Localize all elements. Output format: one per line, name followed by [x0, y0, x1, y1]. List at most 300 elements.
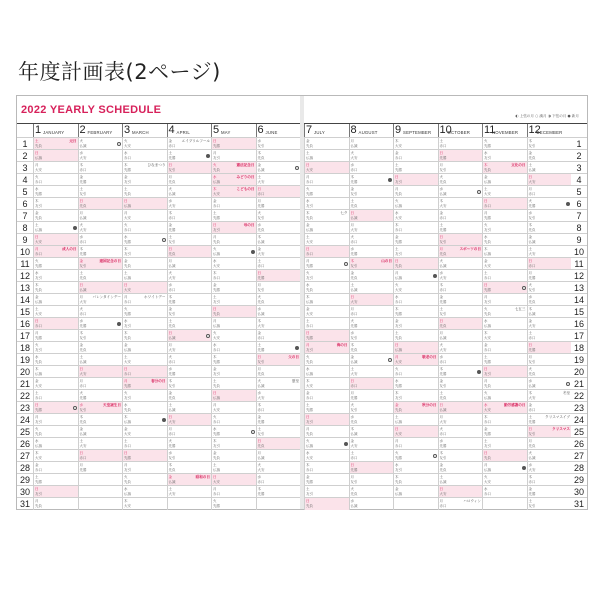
weekday-label: 木	[124, 415, 128, 419]
day-cell[interactable]	[33, 498, 78, 510]
rokuyo-label: 友引	[395, 252, 402, 256]
weekday-label: 日	[306, 499, 310, 503]
full-moon-icon	[344, 262, 348, 266]
day-number: 20	[19, 367, 30, 377]
weekday-label: 土	[350, 451, 354, 455]
weekday-label: 日	[395, 427, 399, 431]
day-number: 27	[19, 451, 30, 461]
day-row	[304, 221, 587, 233]
weekday-label: 金	[395, 319, 399, 323]
weekday-label: 火	[306, 271, 310, 275]
event-label: エイプリルフール	[181, 139, 210, 143]
weekday-label: 木	[35, 283, 39, 287]
rokuyo-label: 友引	[168, 168, 176, 172]
month-number: 11	[484, 124, 496, 136]
weekday-label: 火	[79, 307, 83, 311]
weekday-label: 金	[35, 211, 39, 215]
rokuyo-label: 友引	[306, 348, 313, 352]
weekday-label: 水	[350, 415, 354, 419]
rokuyo-label: 友引	[35, 276, 42, 280]
weekday-label: 水	[306, 199, 310, 203]
day-number: 6	[576, 199, 582, 209]
weekday-label: 土	[168, 151, 172, 155]
rokuyo-label: 大安	[528, 180, 536, 184]
rokuyo-label: 仏滅	[395, 204, 402, 208]
rokuyo-label: 赤口	[484, 492, 491, 496]
weekday-label: 月	[439, 331, 443, 335]
rokuyo-label: 赤口	[350, 456, 358, 460]
weekday-label: 水	[484, 487, 488, 491]
rokuyo-label: 仏滅	[306, 300, 313, 304]
day-number: 19	[19, 355, 30, 365]
rokuyo-label: 大安	[350, 444, 358, 448]
weekday-label: 土	[528, 499, 532, 503]
day-row	[17, 341, 300, 353]
event-label: ホワイトデー	[144, 295, 166, 299]
rokuyo-label: 友引	[484, 228, 491, 232]
day-row	[304, 329, 587, 341]
weekday-label: 土	[124, 355, 128, 359]
day-row	[304, 461, 587, 473]
day-number: 16	[19, 319, 30, 329]
rokuyo-label: 赤口	[124, 372, 131, 376]
weekday-label: 月	[306, 427, 310, 431]
rokuyo-label: 赤口	[257, 336, 265, 340]
rokuyo-label: 先負	[124, 192, 131, 196]
rokuyo-label: 赤口	[124, 228, 131, 232]
day-number: 14	[19, 295, 30, 305]
day-number: 24	[19, 415, 30, 425]
rokuyo-label: 大安	[79, 228, 87, 232]
rokuyo-label: 先負	[168, 252, 176, 256]
weekday-label: 月	[439, 163, 443, 167]
day-row	[304, 245, 587, 257]
rokuyo-label: 先負	[528, 372, 536, 376]
rokuyo-label: 大安	[484, 192, 491, 196]
weekday-label: 土	[168, 403, 172, 407]
day-row	[304, 305, 587, 317]
rokuyo-label: 先負	[213, 312, 220, 316]
rokuyo-label: 仏滅	[79, 360, 87, 364]
weekday-label: 火	[35, 343, 39, 347]
event-label: クリスマスイブ	[545, 415, 570, 419]
event-label: 勤労感謝の日	[503, 403, 526, 407]
weekday-label: 火	[350, 403, 354, 407]
weekday-label: 月	[484, 295, 488, 299]
weekday-label: 水	[257, 475, 261, 479]
weekday-label: 水	[168, 451, 172, 455]
rokuyo-label: 先勝	[79, 396, 87, 400]
rokuyo-label: 仏滅	[306, 444, 313, 448]
weekday-label: 土	[306, 151, 310, 155]
rokuyo-label: 大安	[213, 336, 220, 340]
weekday-label: 水	[124, 487, 128, 491]
weekday-label: 日	[395, 343, 399, 347]
day-number: 3	[22, 163, 28, 173]
weekday-label: 木	[528, 223, 532, 227]
rokuyo-label: 大安	[257, 180, 265, 184]
weekday-label: 火	[124, 475, 128, 479]
weekday-label: 土	[350, 199, 354, 203]
rokuyo-label: 先負	[439, 468, 447, 472]
rokuyo-label: 先勝	[213, 504, 220, 508]
weekday-label: 火	[528, 367, 532, 371]
rokuyo-label: 赤口	[306, 468, 313, 472]
rokuyo-label: 大安	[484, 408, 491, 412]
weekday-label: 水	[35, 271, 39, 275]
weekday-label: 火	[395, 367, 399, 371]
day-row	[17, 413, 300, 425]
weekday-label: 水	[306, 283, 310, 287]
rokuyo-label: 大安	[124, 144, 131, 148]
rokuyo-label: 先勝	[395, 240, 402, 244]
new-moon-icon	[388, 178, 392, 182]
rokuyo-label: 赤口	[257, 408, 265, 412]
weekday-label: 土	[484, 187, 488, 191]
rokuyo-label: 先勝	[168, 444, 176, 448]
rokuyo-label: 仏滅	[484, 324, 491, 328]
weekday-label: 土	[79, 439, 83, 443]
weekday-label: 木	[35, 451, 39, 455]
day-row	[17, 389, 300, 401]
rokuyo-label: 赤口	[484, 348, 491, 352]
day-number: 29	[573, 475, 584, 485]
weekday-label: 水	[395, 463, 399, 467]
rokuyo-label: 先負	[306, 360, 313, 364]
rokuyo-label: 仏滅	[528, 168, 536, 172]
rokuyo-label: 仏滅	[35, 156, 42, 160]
day-row	[17, 137, 300, 149]
weekday-label: 水	[395, 295, 399, 299]
rokuyo-label: 友引	[350, 336, 358, 340]
weekday-label: 月	[35, 499, 39, 503]
weekday-label: 火	[168, 271, 172, 275]
rokuyo-label: 赤口	[79, 456, 87, 460]
weekday-label: 火	[306, 187, 310, 191]
rokuyo-label: 仏滅	[168, 264, 176, 268]
weekday-label: 月	[350, 475, 354, 479]
rokuyo-label: 友引	[124, 396, 131, 400]
rokuyo-label: 友引	[306, 276, 313, 280]
weekday-label: 金	[79, 175, 83, 179]
rokuyo-label: 赤口	[484, 276, 491, 280]
weekday-label: 土	[257, 175, 261, 179]
rokuyo-label: 仏滅	[35, 228, 42, 232]
month-number: 6	[257, 124, 264, 136]
rokuyo-label: 大安	[484, 264, 491, 268]
weekday-label: 土	[35, 391, 39, 395]
month-header-october	[438, 124, 483, 137]
weekday-label: 火	[124, 307, 128, 311]
weekday-label: 金	[306, 307, 310, 311]
rokuyo-label: 先負	[306, 432, 313, 436]
weekday-label: 水	[439, 271, 443, 275]
rokuyo-label: 先負	[528, 444, 536, 448]
weekday-label: 火	[306, 355, 310, 359]
rokuyo-label: 仏滅	[439, 408, 447, 412]
weekday-label: 木	[395, 223, 399, 227]
rokuyo-label: 大安	[439, 348, 447, 352]
weekday-label: 水	[439, 187, 443, 191]
weekday-label: 金	[257, 331, 261, 335]
rokuyo-label: 友引	[124, 180, 131, 184]
rokuyo-label: 先負	[124, 264, 131, 268]
rokuyo-label: 先勝	[306, 192, 313, 196]
day-cell[interactable]	[527, 498, 572, 510]
rokuyo-label: 仏滅	[306, 228, 313, 232]
weekday-label: 月	[168, 427, 172, 431]
rokuyo-label: 先負	[79, 420, 87, 424]
rokuyo-label: 先負	[257, 228, 265, 232]
month-number: 2	[79, 124, 86, 136]
rokuyo-label: 大安	[35, 384, 42, 388]
day-number: 26	[573, 439, 584, 449]
weekday-label: 月	[528, 187, 532, 191]
rokuyo-label: 先負	[35, 432, 42, 436]
rokuyo-label: 仏滅	[257, 168, 265, 172]
month-header-june	[256, 124, 301, 137]
day-number: 12	[573, 271, 584, 281]
day-row	[304, 365, 587, 377]
weekday-label: 金	[528, 235, 532, 239]
rokuyo-label: 赤口	[528, 408, 536, 412]
weekday-label: 水	[124, 319, 128, 323]
rokuyo-label: 赤口	[257, 480, 265, 484]
rokuyo-label: 大安	[124, 360, 131, 364]
weekday-label: 日	[213, 307, 217, 311]
weekday-label: 木	[528, 475, 532, 479]
rokuyo-label: 赤口	[439, 144, 447, 148]
day-number: 14	[573, 295, 584, 305]
weekday-label: 金	[306, 223, 310, 227]
rokuyo-label: 大安	[213, 192, 220, 196]
rokuyo-label: 先負	[35, 144, 42, 148]
full-moon-icon	[162, 238, 166, 242]
rokuyo-label: 仏滅	[484, 468, 491, 472]
weekday-label: 水	[350, 247, 354, 251]
day-cell[interactable]	[349, 498, 394, 510]
weekday-label: 日	[350, 463, 354, 467]
day-row	[304, 401, 587, 413]
weekday-label: 月	[124, 211, 128, 215]
weekday-label: 土	[213, 463, 217, 467]
rokuyo-label: 赤口	[439, 360, 447, 364]
rokuyo-label: 大安	[79, 444, 87, 448]
weekday-label: 金	[484, 427, 488, 431]
day-number: 15	[19, 307, 30, 317]
weekday-label: 火	[213, 163, 217, 167]
weekday-label: 水	[350, 499, 354, 503]
day-number: 29	[19, 475, 30, 485]
event-label: みどりの日	[236, 175, 255, 179]
schedule-heading: 2022 YEARLY SCHEDULE	[21, 104, 162, 116]
weekday-label: 水	[79, 151, 83, 155]
weekday-label: 水	[439, 439, 443, 443]
weekday-label: 土	[168, 319, 172, 323]
weekday-label: 水	[168, 367, 172, 371]
event-label: 夏至	[291, 379, 299, 383]
weekday-label: 日	[306, 331, 310, 335]
rokuyo-label: 大安	[439, 204, 447, 208]
event-label: 母の日	[243, 223, 255, 227]
rokuyo-label: 赤口	[213, 276, 220, 280]
weekday-label: 土	[124, 187, 128, 191]
day-row	[304, 341, 587, 353]
weekday-label: 金	[168, 391, 172, 395]
day-number: 11	[20, 259, 30, 269]
weekday-label: 日	[306, 247, 310, 251]
weekday-label: 木	[528, 139, 532, 143]
weekday-label: 木	[168, 295, 172, 299]
day-number: 4	[576, 175, 582, 185]
weekday-label: 日	[35, 403, 39, 407]
weekday-label: 水	[213, 175, 217, 179]
rokuyo-label: 先勝	[35, 336, 42, 340]
weekday-label: 水	[168, 283, 172, 287]
rokuyo-label: 先負	[484, 384, 491, 388]
rokuyo-label: 赤口	[395, 156, 402, 160]
weekday-label: 土	[395, 415, 399, 419]
weekday-label: 火	[439, 343, 443, 347]
month-header-april	[167, 124, 212, 137]
rokuyo-label: 仏滅	[439, 264, 447, 268]
weekday-label: 金	[35, 295, 39, 299]
weekday-label: 火	[168, 187, 172, 191]
weekday-label: 金	[439, 211, 443, 215]
weekday-label: 水	[528, 463, 532, 467]
event-label: スポーツの日	[459, 247, 481, 251]
rokuyo-label: 大安	[124, 288, 131, 292]
weekday-label: 金	[528, 487, 532, 491]
day-cell[interactable]	[122, 498, 167, 510]
day-number: 31	[573, 499, 584, 509]
weekday-label: 月	[257, 367, 261, 371]
rokuyo-label: 先勝	[35, 480, 42, 484]
rokuyo-label: 友引	[528, 288, 536, 292]
weekday-label: 月	[439, 499, 443, 503]
weekday-label: 日	[124, 199, 128, 203]
rokuyo-label: 友引	[257, 144, 265, 148]
rokuyo-label: 友引	[79, 408, 87, 412]
full-moon-icon	[251, 430, 255, 434]
day-cell[interactable]	[438, 498, 483, 510]
rokuyo-label: 友引	[306, 420, 313, 424]
rokuyo-label: 大安	[395, 216, 402, 220]
rokuyo-label: 先勝	[439, 228, 447, 232]
weekday-label: 月	[79, 379, 83, 383]
weekday-label: 火	[168, 439, 172, 443]
day-row	[17, 317, 300, 329]
weekday-label: 金	[213, 199, 217, 203]
rokuyo-label: 大安	[484, 336, 491, 340]
rokuyo-label: 赤口	[350, 312, 358, 316]
weekday-label: 金	[484, 175, 488, 179]
weekday-label: 火	[395, 283, 399, 287]
day-cell[interactable]	[304, 498, 349, 510]
rokuyo-label: 先負	[124, 480, 131, 484]
rokuyo-label: 仏滅	[257, 312, 265, 316]
rokuyo-label: 先勝	[79, 324, 87, 328]
rokuyo-label: 先負	[35, 504, 42, 508]
weekday-label: 月	[528, 439, 532, 443]
day-number: 9	[22, 235, 28, 245]
day-number: 26	[19, 439, 30, 449]
rokuyo-label: 先負	[168, 468, 176, 472]
weekday-label: 土	[306, 487, 310, 491]
day-row	[304, 497, 587, 509]
weekday-label: 月	[257, 451, 261, 455]
weekday-label: 月	[350, 307, 354, 311]
weekday-label: 水	[79, 319, 83, 323]
day-number: 11	[574, 259, 584, 269]
empty-cell	[393, 498, 438, 510]
weekday-label: 日	[257, 187, 261, 191]
rokuyo-label: 大安	[35, 168, 42, 172]
rokuyo-label: 仏滅	[257, 384, 265, 388]
month-header-march	[122, 124, 167, 137]
weekday-label: 火	[395, 199, 399, 203]
weekday-label: 火	[213, 247, 217, 251]
rokuyo-label: 大安	[484, 480, 491, 484]
weekday-label: 金	[124, 343, 128, 347]
rokuyo-label: 仏滅	[124, 348, 131, 352]
month-name: JULY	[314, 130, 325, 135]
weekday-label: 水	[168, 199, 172, 203]
day-number: 9	[576, 235, 582, 245]
day-row	[17, 365, 300, 377]
rokuyo-label: 先勝	[257, 204, 265, 208]
rokuyo-label: 友引	[168, 312, 176, 316]
rokuyo-label: 先勝	[168, 228, 176, 232]
rokuyo-label: 仏滅	[439, 192, 447, 196]
weekday-label: 金	[35, 379, 39, 383]
day-number: 22	[573, 391, 584, 401]
weekday-label: 木	[124, 163, 128, 167]
day-cell[interactable]	[211, 498, 256, 510]
weekday-label: 水	[124, 151, 128, 155]
weekday-label: 水	[350, 331, 354, 335]
weekday-label: 金	[350, 271, 354, 275]
rokuyo-label: 先勝	[439, 444, 447, 448]
rokuyo-label: 先勝	[484, 216, 491, 220]
weekday-label: 土	[395, 163, 399, 167]
weekday-label: 土	[35, 139, 39, 143]
rokuyo-label: 赤口	[257, 264, 265, 268]
weekday-label: 日	[257, 355, 261, 359]
rokuyo-label: 先勝	[124, 168, 131, 172]
event-label: 建国記念の日	[99, 259, 121, 263]
event-label: バレンタインデー	[92, 295, 121, 299]
weekday-label: 月	[213, 487, 217, 491]
weekday-label: 火	[213, 331, 217, 335]
month-name: DECEMBER	[536, 130, 563, 135]
rokuyo-label: 友引	[439, 384, 447, 388]
weekday-label: 火	[350, 487, 354, 491]
weekday-label: 木	[484, 331, 488, 335]
weekday-label: 水	[35, 187, 39, 191]
calendar-grid-jul-dec	[304, 123, 587, 509]
event-label: 元日	[69, 139, 77, 143]
weekday-label: 火	[168, 355, 172, 359]
rokuyo-label: 先勝	[257, 492, 265, 496]
rokuyo-label: 仏滅	[213, 324, 220, 328]
weekday-label: 水	[257, 391, 261, 395]
rokuyo-label: 友引	[213, 156, 220, 160]
rokuyo-label: 先勝	[439, 156, 447, 160]
weekday-label: 金	[350, 187, 354, 191]
rokuyo-label: 先勝	[213, 288, 220, 292]
weekday-label: 水	[213, 259, 217, 263]
